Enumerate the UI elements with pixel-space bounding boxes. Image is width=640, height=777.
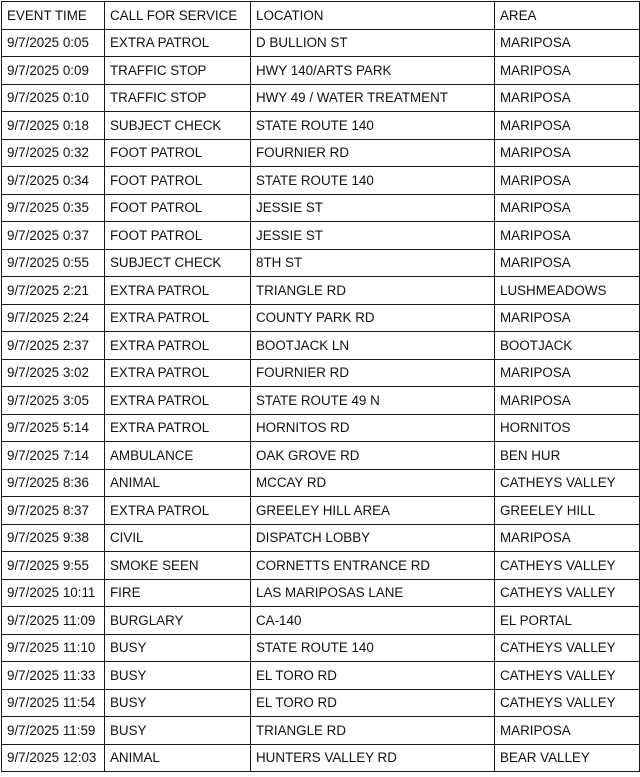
area-cell: CATHEYS VALLEY xyxy=(495,689,640,717)
call-for-service-cell: BUSY xyxy=(105,717,251,745)
header-call-for-service: CALL FOR SERVICE xyxy=(105,2,251,30)
area-cell: MARIPOSA xyxy=(495,359,640,387)
event-time-cell: 9/7/2025 9:55 xyxy=(2,552,105,580)
area-cell: MARIPOSA xyxy=(495,167,640,195)
event-time-cell: 9/7/2025 3:05 xyxy=(2,387,105,415)
event-time-cell: 9/7/2025 2:24 xyxy=(2,304,105,332)
event-time-cell: 9/7/2025 11:59 xyxy=(2,717,105,745)
area-cell: MARIPOSA xyxy=(495,304,640,332)
event-time-cell: 9/7/2025 7:14 xyxy=(2,442,105,470)
event-time-cell: 9/7/2025 0:10 xyxy=(2,84,105,112)
call-for-service-cell: FOOT PATROL xyxy=(105,139,251,167)
call-for-service-cell: FOOT PATROL xyxy=(105,167,251,195)
location-cell: BOOTJACK LN xyxy=(251,332,495,360)
call-for-service-cell: TRAFFIC STOP xyxy=(105,84,251,112)
event-time-cell: 9/7/2025 5:14 xyxy=(2,414,105,442)
table-row xyxy=(2,442,640,470)
area-cell: CATHEYS VALLEY xyxy=(495,634,640,662)
location-cell: STATE ROUTE 140 xyxy=(251,634,495,662)
location-cell: EL TORO RD xyxy=(251,689,495,717)
event-time-cell: 9/7/2025 2:21 xyxy=(2,277,105,305)
event-time-cell: 9/7/2025 0:35 xyxy=(2,194,105,222)
table-row xyxy=(2,552,640,580)
location-cell: CORNETTS ENTRANCE RD xyxy=(251,552,495,580)
table-row xyxy=(2,662,640,690)
call-for-service-cell: EXTRA PATROL xyxy=(105,332,251,360)
table-row xyxy=(2,359,640,387)
event-time-cell: 9/7/2025 0:18 xyxy=(2,112,105,140)
table-row xyxy=(2,524,640,552)
call-log-table xyxy=(1,1,640,772)
call-for-service-cell: AMBULANCE xyxy=(105,442,251,470)
area-cell: BOOTJACK xyxy=(495,332,640,360)
location-cell: HWY 49 / WATER TREATMENT xyxy=(251,84,495,112)
call-for-service-cell: SUBJECT CHECK xyxy=(105,249,251,277)
area-cell: CATHEYS VALLEY xyxy=(495,469,640,497)
area-cell: MARIPOSA xyxy=(495,84,640,112)
area-cell: BEAR VALLEY xyxy=(495,744,640,772)
area-cell: MARIPOSA xyxy=(495,387,640,415)
call-for-service-cell: TRAFFIC STOP xyxy=(105,57,251,85)
call-for-service-cell: CIVIL xyxy=(105,524,251,552)
table-row xyxy=(2,84,640,112)
call-for-service-cell: ANIMAL xyxy=(105,744,251,772)
call-for-service-cell: EXTRA PATROL xyxy=(105,359,251,387)
call-for-service-cell: BUSY xyxy=(105,634,251,662)
event-time-cell: 9/7/2025 10:11 xyxy=(2,579,105,607)
call-for-service-cell: SMOKE SEEN xyxy=(105,552,251,580)
location-cell: CA-140 xyxy=(251,607,495,635)
area-cell: MARIPOSA xyxy=(495,249,640,277)
call-for-service-cell: EXTRA PATROL xyxy=(105,29,251,57)
call-for-service-cell: SUBJECT CHECK xyxy=(105,112,251,140)
area-cell: CATHEYS VALLEY xyxy=(495,579,640,607)
table-row xyxy=(2,414,640,442)
event-time-cell: 9/7/2025 11:54 xyxy=(2,689,105,717)
location-cell: JESSIE ST xyxy=(251,194,495,222)
table-header-row xyxy=(2,2,640,30)
location-cell: HWY 140/ARTS PARK xyxy=(251,57,495,85)
location-cell: TRIANGLE RD xyxy=(251,717,495,745)
event-time-cell: 9/7/2025 0:05 xyxy=(2,29,105,57)
table-row xyxy=(2,29,640,57)
location-cell: STATE ROUTE 140 xyxy=(251,167,495,195)
event-time-cell: 9/7/2025 3:02 xyxy=(2,359,105,387)
location-cell: EL TORO RD xyxy=(251,662,495,690)
call-for-service-cell: EXTRA PATROL xyxy=(105,414,251,442)
table-row xyxy=(2,139,640,167)
event-time-cell: 9/7/2025 11:10 xyxy=(2,634,105,662)
event-time-cell: 9/7/2025 8:37 xyxy=(2,497,105,525)
event-time-cell: 9/7/2025 11:33 xyxy=(2,662,105,690)
event-time-cell: 9/7/2025 0:34 xyxy=(2,167,105,195)
table-row xyxy=(2,57,640,85)
location-cell: STATE ROUTE 49 N xyxy=(251,387,495,415)
location-cell: JESSIE ST xyxy=(251,222,495,250)
event-time-cell: 9/7/2025 0:09 xyxy=(2,57,105,85)
call-for-service-cell: FOOT PATROL xyxy=(105,222,251,250)
call-for-service-cell: EXTRA PATROL xyxy=(105,387,251,415)
location-cell: FOURNIER RD xyxy=(251,359,495,387)
header-area: AREA xyxy=(495,2,640,30)
area-cell: MARIPOSA xyxy=(495,29,640,57)
area-cell: LUSHMEADOWS xyxy=(495,277,640,305)
event-time-cell: 9/7/2025 0:55 xyxy=(2,249,105,277)
table-row xyxy=(2,579,640,607)
area-cell: MARIPOSA xyxy=(495,57,640,85)
location-cell: LAS MARIPOSAS LANE xyxy=(251,579,495,607)
call-for-service-cell: ANIMAL xyxy=(105,469,251,497)
table-row xyxy=(2,689,640,717)
location-cell: FOURNIER RD xyxy=(251,139,495,167)
table-row xyxy=(2,607,640,635)
location-cell: HORNITOS RD xyxy=(251,414,495,442)
location-cell: DISPATCH LOBBY xyxy=(251,524,495,552)
call-for-service-cell: FIRE xyxy=(105,579,251,607)
table-row xyxy=(2,744,640,772)
call-for-service-cell: BUSY xyxy=(105,689,251,717)
table-row xyxy=(2,304,640,332)
location-cell: STATE ROUTE 140 xyxy=(251,112,495,140)
area-cell: MARIPOSA xyxy=(495,112,640,140)
table-row xyxy=(2,249,640,277)
event-time-cell: 9/7/2025 2:37 xyxy=(2,332,105,360)
table-row xyxy=(2,112,640,140)
call-for-service-cell: FOOT PATROL xyxy=(105,194,251,222)
table-row xyxy=(2,497,640,525)
header-location: LOCATION xyxy=(251,2,495,30)
table-row xyxy=(2,222,640,250)
table-row xyxy=(2,167,640,195)
call-for-service-cell: EXTRA PATROL xyxy=(105,277,251,305)
location-cell: COUNTY PARK RD xyxy=(251,304,495,332)
area-cell: MARIPOSA xyxy=(495,524,640,552)
location-cell: GREELEY HILL AREA xyxy=(251,497,495,525)
location-cell: OAK GROVE RD xyxy=(251,442,495,470)
area-cell: HORNITOS xyxy=(495,414,640,442)
area-cell: MARIPOSA xyxy=(495,194,640,222)
location-cell: 8TH ST xyxy=(251,249,495,277)
event-time-cell: 9/7/2025 0:37 xyxy=(2,222,105,250)
location-cell: D BULLION ST xyxy=(251,29,495,57)
table-body xyxy=(2,29,640,772)
call-for-service-cell: EXTRA PATROL xyxy=(105,497,251,525)
location-cell: TRIANGLE RD xyxy=(251,277,495,305)
event-time-cell: 9/7/2025 0:32 xyxy=(2,139,105,167)
area-cell: BEN HUR xyxy=(495,442,640,470)
event-time-cell: 9/7/2025 9:38 xyxy=(2,524,105,552)
table-row xyxy=(2,277,640,305)
table-row xyxy=(2,387,640,415)
event-time-cell: 9/7/2025 12:03 xyxy=(2,744,105,772)
table-row xyxy=(2,332,640,360)
header-event-time: EVENT TIME xyxy=(2,2,105,30)
location-cell: HUNTERS VALLEY RD xyxy=(251,744,495,772)
table-row xyxy=(2,194,640,222)
area-cell: GREELEY HILL xyxy=(495,497,640,525)
area-cell: MARIPOSA xyxy=(495,717,640,745)
area-cell: MARIPOSA xyxy=(495,222,640,250)
area-cell: CATHEYS VALLEY xyxy=(495,552,640,580)
area-cell: CATHEYS VALLEY xyxy=(495,662,640,690)
location-cell: MCCAY RD xyxy=(251,469,495,497)
area-cell: EL PORTAL xyxy=(495,607,640,635)
call-for-service-cell: EXTRA PATROL xyxy=(105,304,251,332)
event-time-cell: 9/7/2025 8:36 xyxy=(2,469,105,497)
event-time-cell: 9/7/2025 11:09 xyxy=(2,607,105,635)
table-row xyxy=(2,634,640,662)
call-for-service-cell: BURGLARY xyxy=(105,607,251,635)
table-row xyxy=(2,469,640,497)
area-cell: MARIPOSA xyxy=(495,139,640,167)
table-row xyxy=(2,717,640,745)
call-for-service-cell: BUSY xyxy=(105,662,251,690)
